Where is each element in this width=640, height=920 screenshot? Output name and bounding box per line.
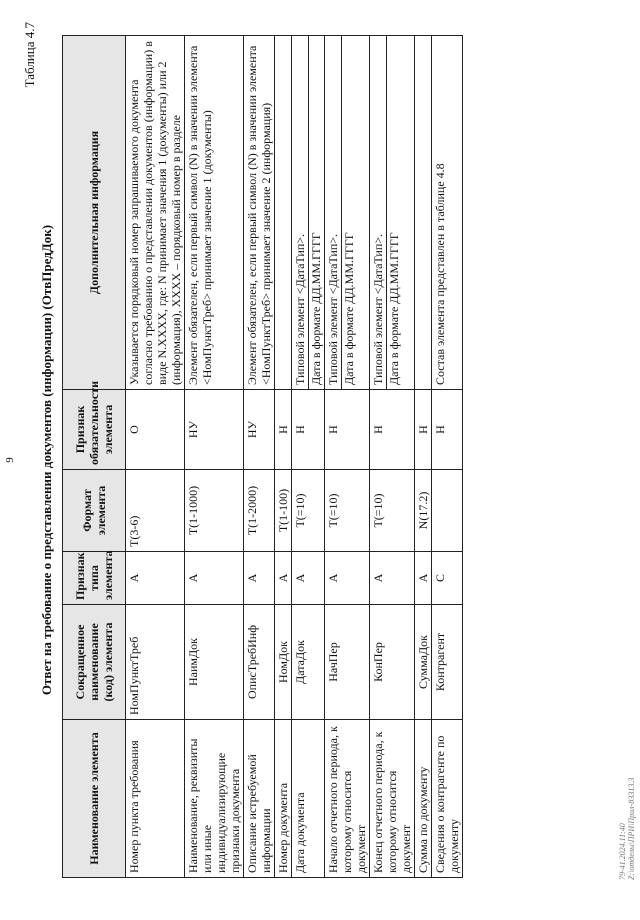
cell-required: О xyxy=(126,390,185,470)
cell-type: А xyxy=(185,552,244,605)
cell-required: Н xyxy=(325,390,370,470)
cell-info-line: Типовой элемент <ДатаТип>. xyxy=(293,36,309,389)
cell-type: С xyxy=(432,552,463,605)
cell-info-line: Дата в формате ДД.ММ.ГГГГ xyxy=(387,232,401,385)
cell-type: А xyxy=(244,552,275,605)
file-stamp xyxy=(618,778,636,880)
cell-format: Т(3-6) xyxy=(126,470,185,552)
cell-format xyxy=(432,470,463,552)
col-header-name: Наименование элемента xyxy=(63,720,126,878)
table-row xyxy=(325,36,370,878)
cell-info-line: Дата в формате ДД.ММ.ГГГГ xyxy=(342,232,356,385)
stamp-line: 79-41.2024.11:40 xyxy=(618,823,627,880)
cell-name: Сведения о контрагенте по документу xyxy=(432,720,463,878)
cell-info xyxy=(325,36,370,390)
cell-format: Т(=10) xyxy=(325,470,370,552)
table-row xyxy=(432,36,463,878)
cell-type: А xyxy=(292,552,325,605)
page-number: 9 xyxy=(4,457,16,463)
cell-required: Н xyxy=(275,390,292,470)
cell-required: Н xyxy=(292,390,325,470)
cell-name: Сумма по документу xyxy=(415,720,432,878)
cell-format: Т(1-1000) xyxy=(185,470,244,552)
cell-code: НачПер xyxy=(325,605,370,720)
col-header-format: Формат элемента xyxy=(63,470,126,552)
cell-info xyxy=(292,36,325,390)
table-row xyxy=(292,36,325,878)
cell-info-line: Типовой элемент <ДатаТип>. xyxy=(326,36,342,389)
cell-format: Т(=10) xyxy=(292,470,325,552)
cell-info xyxy=(370,36,415,390)
cell-code: НомДок xyxy=(275,605,292,720)
col-header-info: Дополнительная информация xyxy=(63,36,126,390)
cell-name: Дата документа xyxy=(292,720,325,878)
cell-code: КонПер xyxy=(370,605,415,720)
col-header-code: Сокращенное наименование (код) элемента xyxy=(63,605,126,720)
cell-name: Наименование, реквизиты или иные индивидуализирующие признаки документа xyxy=(185,720,244,878)
cell-type: А xyxy=(126,552,185,605)
cell-format: Т(1-2000) xyxy=(244,470,275,552)
cell-info-line: Типовой элемент <ДатаТип>. xyxy=(371,36,387,389)
cell-info-line: Дата в формате ДД.ММ.ГГГГ xyxy=(309,232,323,385)
cell-info: Элемент обязателен, если первый символ (N) в значении элемента <НомПунктТреб> принимает значение 1 (документы) xyxy=(185,36,244,390)
cell-format: Т(1-100) xyxy=(275,470,292,552)
table-header-row xyxy=(63,36,126,878)
cell-info: Состав элемента представлен в таблице 4.8 xyxy=(432,36,463,390)
cell-format: Т(=10) xyxy=(370,470,415,552)
table-row xyxy=(126,36,185,878)
cell-required: НУ xyxy=(244,390,275,470)
table-title: Ответ на требование о представлении документов (информации) (ОтвПредДок) xyxy=(39,224,54,696)
cell-code: ОписТребИнф xyxy=(244,605,275,720)
cell-info: Элемент обязателен, если первый символ (N) в значении элемента <НомПунктТреб> принимает значение 2 (информация) xyxy=(244,36,275,390)
table-row xyxy=(244,36,275,878)
cell-name: Описание истребуемой информации xyxy=(244,720,275,878)
cell-name: Начало отчетного периода, к которому относится документ xyxy=(325,720,370,878)
cell-required: Н xyxy=(370,390,415,470)
cell-name: Конец отчетного периода, к которому относится документ xyxy=(370,720,415,878)
col-header-type: Признак типа элемента xyxy=(63,552,126,605)
elements-table xyxy=(62,35,463,878)
cell-format: N(17.2) xyxy=(415,470,432,552)
table-row xyxy=(415,36,432,878)
cell-info xyxy=(415,36,432,390)
cell-type: А xyxy=(325,552,370,605)
col-header-required: Признак обязательности элемента xyxy=(63,390,126,470)
cell-type: А xyxy=(370,552,415,605)
cell-code: НомПунктТреб xyxy=(126,605,185,720)
cell-info: Указывается порядковый номер запрашиваемого документа согласно требованию о представлении документов (информации) в виде N.XXXX, где: N принимает значения 1 (документы) или 2 (информация), XXXX – порядковый номер в разделе xyxy=(126,36,185,390)
cell-info xyxy=(275,36,292,390)
table-row xyxy=(185,36,244,878)
cell-code: Контрагент xyxy=(432,605,463,720)
cell-name: Номер пункта требования xyxy=(126,720,185,878)
stamp-line: Z:\отделы\ПРИ\Прил-83313.3 xyxy=(627,777,636,880)
cell-required: НУ xyxy=(185,390,244,470)
cell-type: А xyxy=(415,552,432,605)
cell-code: СуммаДок xyxy=(415,605,432,720)
cell-name: Номер документа xyxy=(275,720,292,878)
cell-required: Н xyxy=(415,390,432,470)
cell-code: ДатаДок xyxy=(292,605,325,720)
table-row xyxy=(275,36,292,878)
cell-code: НаимДок xyxy=(185,605,244,720)
table-row xyxy=(370,36,415,878)
cell-type: А xyxy=(275,552,292,605)
table-label: Таблица 4.7 xyxy=(22,22,37,88)
cell-required: Н xyxy=(432,390,463,470)
